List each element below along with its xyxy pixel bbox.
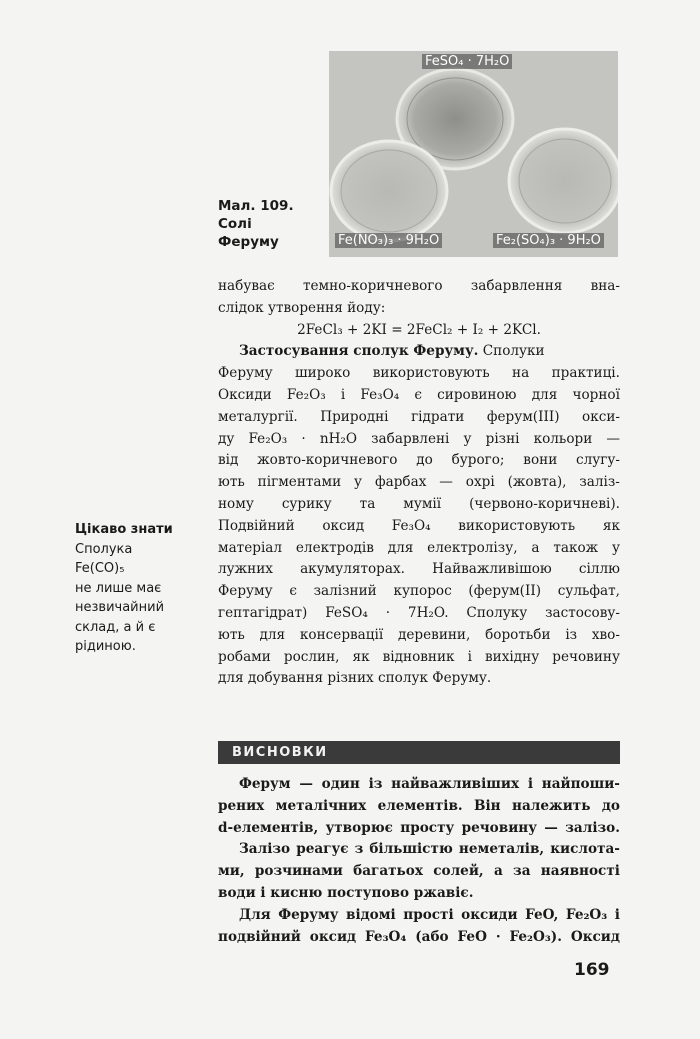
equation bbox=[218, 320, 620, 342]
word: Феруму bbox=[278, 906, 339, 923]
word: FeO, bbox=[525, 906, 559, 923]
word: · bbox=[495, 928, 501, 945]
word: Сполуку bbox=[466, 604, 528, 621]
caption-line: Феруму bbox=[218, 234, 279, 250]
word: до bbox=[601, 797, 620, 814]
word: різні bbox=[485, 430, 520, 447]
word: Оксид bbox=[570, 928, 620, 945]
word: боротьби bbox=[485, 626, 551, 643]
word: фарбах bbox=[374, 474, 427, 491]
word: Залізо bbox=[239, 841, 291, 858]
text-line bbox=[218, 298, 620, 320]
text-line-content: води і кисню поступово ржавіє. bbox=[218, 884, 474, 901]
text-line bbox=[218, 450, 620, 472]
conclusions-banner: ВИСНОВКИ bbox=[218, 741, 620, 764]
word: консервації bbox=[299, 626, 384, 643]
text-line-content: для добування різних сполук Феруму. bbox=[218, 670, 492, 687]
sidebar-line: не лише має bbox=[75, 580, 162, 596]
word: · bbox=[301, 430, 306, 447]
did-you-know-sidebar bbox=[75, 520, 205, 657]
text-line bbox=[218, 668, 620, 690]
word: практиці. bbox=[551, 365, 620, 382]
word: до bbox=[416, 452, 433, 469]
word: електролізу, bbox=[427, 539, 518, 556]
word: Fe₂O₃ bbox=[565, 906, 608, 923]
text-line bbox=[218, 625, 620, 647]
word: рених bbox=[218, 797, 265, 814]
word: а bbox=[531, 539, 540, 556]
word: є bbox=[414, 386, 422, 403]
word: (або bbox=[415, 928, 449, 945]
word: солей, bbox=[433, 863, 484, 880]
text-line bbox=[218, 363, 620, 385]
word: охрі bbox=[465, 474, 495, 491]
word: як bbox=[602, 517, 620, 534]
word: широко bbox=[295, 365, 351, 382]
word: відновник bbox=[382, 648, 455, 665]
word: сульфат, bbox=[557, 583, 620, 600]
caption-line: Солі bbox=[218, 216, 252, 232]
word: (червоно-коричневі). bbox=[469, 495, 620, 512]
word: — bbox=[606, 430, 620, 447]
word: Подвійний bbox=[218, 517, 295, 534]
word: Ферум bbox=[239, 776, 291, 792]
section-heading: Застосування сполук Феруму. bbox=[239, 343, 479, 360]
word: для bbox=[387, 539, 414, 556]
word: реагує bbox=[296, 841, 349, 858]
word: акумуляторах. bbox=[300, 561, 405, 578]
text-line bbox=[218, 538, 620, 560]
word: сурику bbox=[281, 495, 332, 512]
word: у bbox=[463, 430, 472, 447]
word: із bbox=[368, 776, 383, 792]
word: неметалів, bbox=[458, 841, 545, 858]
sidebar-line: склад, а й є bbox=[75, 619, 156, 635]
word: мумії bbox=[403, 495, 442, 512]
word: металічних bbox=[275, 797, 367, 814]
word: вихідну bbox=[485, 648, 540, 665]
word: забарвлення bbox=[470, 278, 563, 294]
word: купорос bbox=[393, 583, 452, 600]
word: є bbox=[289, 583, 297, 600]
word: ми, bbox=[218, 863, 245, 880]
word: пігментами bbox=[257, 474, 342, 491]
word: оксид bbox=[322, 517, 365, 534]
word: прості bbox=[403, 906, 454, 923]
word: nH₂O bbox=[319, 430, 358, 447]
word: із bbox=[565, 626, 578, 643]
page-number: 169 bbox=[574, 960, 610, 980]
word: і bbox=[467, 648, 472, 665]
word: матеріал bbox=[218, 539, 283, 556]
equation-text: 2FeCl₃ + 2KI = 2FeCl₂ + I₂ + 2KCl. bbox=[297, 321, 541, 338]
word: відомі bbox=[346, 906, 396, 923]
word: речовину bbox=[461, 819, 537, 836]
text-line bbox=[218, 581, 620, 603]
word: ють bbox=[218, 626, 245, 643]
text-line bbox=[218, 796, 620, 818]
word: сировиною bbox=[437, 386, 517, 403]
word: також bbox=[553, 539, 599, 556]
word: найважливіших bbox=[391, 776, 520, 792]
word: ють bbox=[218, 474, 245, 491]
word: Оксиди bbox=[218, 386, 272, 403]
word: у bbox=[354, 474, 363, 491]
word: FeSO₄ bbox=[325, 604, 368, 621]
label-feso4: FeSO₄ · 7H₂O bbox=[422, 54, 512, 69]
word: оксиди bbox=[461, 906, 518, 923]
label-fe-sulfate: Fe₂(SO₄)₃ · 9H₂O bbox=[493, 233, 604, 248]
word: і bbox=[614, 906, 620, 923]
main-text bbox=[218, 276, 620, 690]
section-first-line bbox=[218, 341, 620, 363]
word: FeO bbox=[457, 928, 487, 945]
word: гептагідрат) bbox=[218, 604, 308, 621]
text-line bbox=[218, 385, 620, 407]
word: речовину bbox=[552, 648, 620, 665]
word: для bbox=[259, 626, 286, 643]
text-line bbox=[218, 774, 620, 796]
word: хво- bbox=[591, 626, 620, 643]
salts-photo bbox=[329, 51, 618, 257]
word: набуває bbox=[218, 278, 275, 294]
text-line bbox=[218, 516, 620, 538]
word: кольори bbox=[533, 430, 593, 447]
word: вна- bbox=[590, 278, 620, 294]
word: (жовта), bbox=[507, 474, 567, 491]
word: сіллю bbox=[578, 561, 620, 578]
word: забарвлені bbox=[371, 430, 450, 447]
figure-caption bbox=[218, 197, 326, 251]
word: Феруму bbox=[218, 583, 273, 600]
word: Природні bbox=[320, 408, 389, 425]
text-line bbox=[218, 818, 620, 840]
word: і bbox=[340, 386, 346, 403]
petri-dishes-illustration bbox=[329, 51, 618, 257]
word: окси- bbox=[582, 408, 620, 425]
word: оксид bbox=[309, 928, 357, 945]
word: найпоши- bbox=[541, 776, 620, 792]
sidebar-line: рідиною. bbox=[75, 639, 136, 654]
label-fe-nitrate: Fe(NO₃)₃ · 9H₂O bbox=[335, 233, 442, 248]
text-line-content: слідок утворення йоду: bbox=[218, 299, 386, 316]
word: деревини, bbox=[398, 626, 471, 643]
word: і bbox=[527, 776, 533, 792]
word: Fe₂O₃ bbox=[248, 430, 288, 447]
section-line-start: Сполуки bbox=[482, 343, 545, 360]
word: гідрати bbox=[411, 408, 465, 425]
word: кислота- bbox=[550, 841, 620, 858]
caption-line: Мал. 109. bbox=[218, 198, 294, 214]
word: від bbox=[218, 452, 239, 469]
word: ду bbox=[218, 430, 235, 447]
word: та bbox=[359, 495, 376, 512]
word: ферум(III) bbox=[486, 408, 560, 425]
text-line bbox=[218, 927, 620, 949]
word: використовують bbox=[458, 517, 576, 534]
word: як bbox=[352, 648, 370, 665]
word: Fe₃O₄ bbox=[391, 517, 431, 534]
word: ному bbox=[218, 495, 254, 512]
word: подвійний bbox=[218, 928, 301, 945]
word: Fe₃O₄ bbox=[365, 928, 407, 945]
word: чорної bbox=[572, 386, 620, 403]
word: електродів bbox=[295, 539, 374, 556]
word: робами bbox=[218, 648, 271, 665]
word: 7H₂O. bbox=[407, 604, 449, 621]
text-line bbox=[218, 429, 620, 451]
word: застосову- bbox=[545, 604, 620, 621]
word: Fe₂O₃). bbox=[509, 928, 562, 945]
word: d-елементів, bbox=[218, 819, 319, 836]
text-line bbox=[218, 861, 620, 883]
word: слугу- bbox=[576, 452, 620, 469]
word: · bbox=[385, 604, 391, 621]
word: розчинами bbox=[254, 863, 343, 880]
text-line bbox=[218, 407, 620, 429]
word: використовують bbox=[372, 365, 490, 382]
word: рослин, bbox=[283, 648, 340, 665]
word: залізний bbox=[313, 583, 377, 600]
sidebar-title: Цікаво знати bbox=[75, 522, 173, 537]
sidebar-line: Fe(CO)₅ bbox=[75, 561, 125, 576]
text-line bbox=[218, 559, 620, 581]
text-line bbox=[218, 883, 620, 905]
word: Феруму bbox=[218, 365, 273, 382]
word: на bbox=[512, 365, 530, 382]
word: металургії. bbox=[218, 408, 298, 425]
word: Найважливішою bbox=[432, 561, 552, 578]
text-line bbox=[218, 603, 620, 625]
word: — bbox=[299, 776, 313, 792]
word: бурого; bbox=[451, 452, 505, 469]
sidebar-line: Сполука bbox=[75, 541, 133, 557]
word: елементів. bbox=[377, 797, 463, 814]
word: один bbox=[321, 776, 360, 792]
word: за bbox=[513, 863, 531, 880]
word: — bbox=[544, 819, 558, 836]
conclusions bbox=[218, 774, 620, 948]
word: Він bbox=[474, 797, 501, 814]
word: багатьох bbox=[353, 863, 423, 880]
text-line bbox=[218, 276, 620, 298]
word: Fe₂O₃ bbox=[286, 386, 326, 403]
text-line bbox=[218, 494, 620, 516]
text-line bbox=[218, 839, 620, 861]
word: більшістю bbox=[369, 841, 453, 858]
sidebar-line: незвичайний bbox=[75, 600, 165, 615]
word: наявності bbox=[540, 863, 620, 880]
word: для bbox=[531, 386, 558, 403]
word: Fe₃O₄ bbox=[360, 386, 400, 403]
text-line bbox=[218, 472, 620, 494]
word: заліз- bbox=[579, 474, 620, 491]
word: у bbox=[611, 539, 620, 556]
word: залізо. bbox=[565, 819, 620, 836]
word: — bbox=[439, 474, 453, 491]
word: а bbox=[493, 863, 503, 880]
word: Для bbox=[239, 906, 271, 923]
word: просту bbox=[400, 819, 455, 836]
word: лужних bbox=[218, 561, 273, 578]
word: утворює bbox=[325, 819, 393, 836]
word: з bbox=[354, 841, 364, 858]
word: (ферум(II) bbox=[468, 583, 542, 600]
word: жовто-коричневого bbox=[257, 452, 398, 469]
word: вони bbox=[523, 452, 558, 469]
text-line bbox=[218, 905, 620, 927]
word: належить bbox=[512, 797, 591, 814]
word: темно-коричневого bbox=[302, 278, 443, 294]
text-line bbox=[218, 647, 620, 669]
